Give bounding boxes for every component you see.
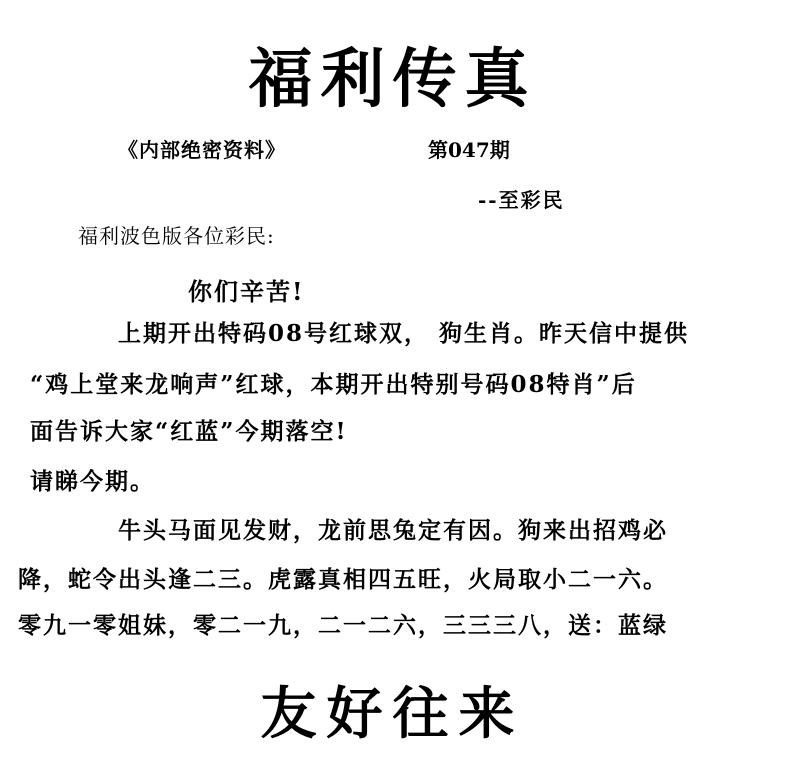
body-line-2: 上期开出特码08号红球双， 狗生肖。昨天信中提供	[118, 320, 690, 347]
issue-number: 第047期	[428, 138, 510, 162]
body-line-3: “鸡上堂来龙响声”红球，本期开出特别号码08特肖”后	[30, 371, 637, 398]
closing-title: 友好往来	[260, 681, 525, 747]
document-title: 福利传真	[248, 42, 537, 117]
body-line-1: 你们辛苦!	[188, 277, 305, 306]
greeting-line: 福利波色版各位彩民:	[78, 224, 275, 248]
sender-line: --至彩民	[478, 188, 565, 212]
body-line-8: 零九一零姐妹，零二一九，二一二六，三三三八，送：蓝绿	[18, 612, 668, 639]
body-line-5: 请睇今期。	[30, 468, 155, 495]
body-line-6: 牛头马面见发财，龙前思兔定有因。狗来出招鸡必	[118, 517, 668, 544]
confidential-label: 《内部绝密资料》	[118, 138, 286, 162]
body-line-4: 面告诉大家“红蓝”今期落空!	[30, 418, 348, 445]
body-line-7: 降，蛇令出头逢二三。虎露真相四五旺，火局取小二一六。	[18, 566, 668, 593]
